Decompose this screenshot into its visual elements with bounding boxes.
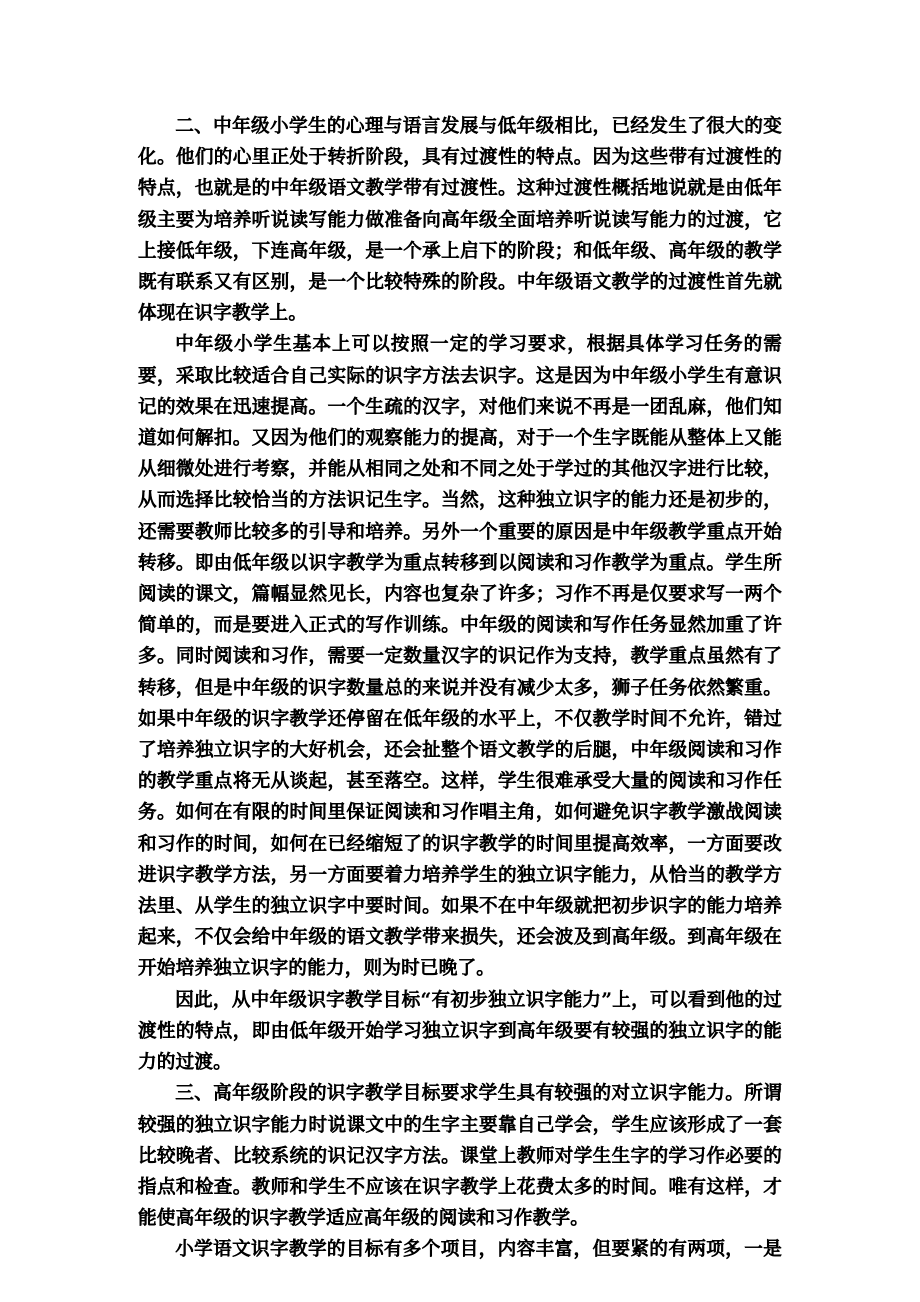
paragraph-2: 中年级小学生基本上可以按照一定的学习要求，根据具体学习任务的需要，采取比较适合自己实际的识字方法去识字。这是因为中年级小学生有意识记的效果在迅速提高。一个生疏的汉字，对他们来说不再是一团乱麻，他们知道如何解扣。又因为他们的观察能力的提高，对于一个生字既能从整体上又能从细微处进行考察，并能从相同之处和不同之处于学过的其他汉字进行比较，从而选择比较恰当的方法识记生字。当然，这种独立识字的能力还是初步的，还需要教师比较多的引导和培养。另外一个重要的原因是中年级教学重点开始转移。即由低年级以识字教学为重点转移到以阅读和习作教学为重点。学生所阅读的课文，篇幅显然见长，内容也复杂了许多；习作不再是仅要求写一两个简单的，而是要进入正式的写作训练。中年级的阅读和写作任务显然加重了许多。同时阅读和习作，需要一定数量汉字的识记作为支持，教学重点虽然有了转移，但是中年级的识字数量总的来说并没有减少太多，狮子任务依然繁重。如果中年级的识字教学还停留在低年级的水平上，不仅教学时间不允许，错过了培养独立识字的大好机会，还会扯整个语文教学的后腿，中年级阅读和习作的教学重点将无从谈起，甚至落空。这样，学生很难承受大量的阅读和习作任务。如何在有限的时间里保证阅读和习作唱主角，如何避免识字教学激战阅读和习作的时间，如何在已经缩短了的识字教学的时间里提高效率，一方面要改进识字教学方法，另一方面要着力培养学生的独立识字能力，从恰当的教学方法里、从学生的独立识字中要时间。如果不在中年级就把初步识字的能力培养起来，不仅会给中年级的语文教学带来损失，还会波及到高年级。到高年级在开始培养独立识字的能力，则为时已晚了。 bbox=[138, 334, 782, 980]
paragraph-1: 二、中年级小学生的心理与语言发展与低年级相比，已经发生了很大的变化。他们的心里正处于转折阶段，具有过渡性的特点。因为这些带有过渡性的特点，也就是的中年级语文教学带有过渡性。这种过渡性概括地说就是由低年级主要为培养听说读写能力做准备向高年级全面培养听说读写能力的过渡，它上接低年级，下连高年级，是一个承上启下的阶段；和低年级、高年级的教学既有联系又有区别，是一个比较特殊的阶段。中年级语文教学的过渡性首先就体现在识字教学上。 bbox=[138, 116, 782, 325]
document-page bbox=[138, 111, 782, 1266]
paragraph-3: 因此，从中年级识字教学目标“有初步独立识字能力”上，可以看到他的过渡性的特点，即由低年级开始学习独立识字到高年级要有较强的独立识字的能力的过渡。 bbox=[138, 989, 782, 1074]
paragraph-4: 三、高年级阶段的识字教学目标要求学生具有较强的对立识字能力。所谓较强的独立识字能力时说课文中的生字主要靠自己学会，学生应该形成了一套比较晚者、比较系统的识记汉字方法。课堂上教师对学生生字的学习作必要的指点和检查。教师和学生不应该在识字教学上花费太多的时间。唯有这样，才能使高年级的识字教学适应高年级的阅读和习作教学。 bbox=[138, 1083, 782, 1230]
paragraph-5: 小学语文识字教学的目标有多个项目，内容丰富，但要紧的有两项，一是 bbox=[175, 1239, 782, 1261]
